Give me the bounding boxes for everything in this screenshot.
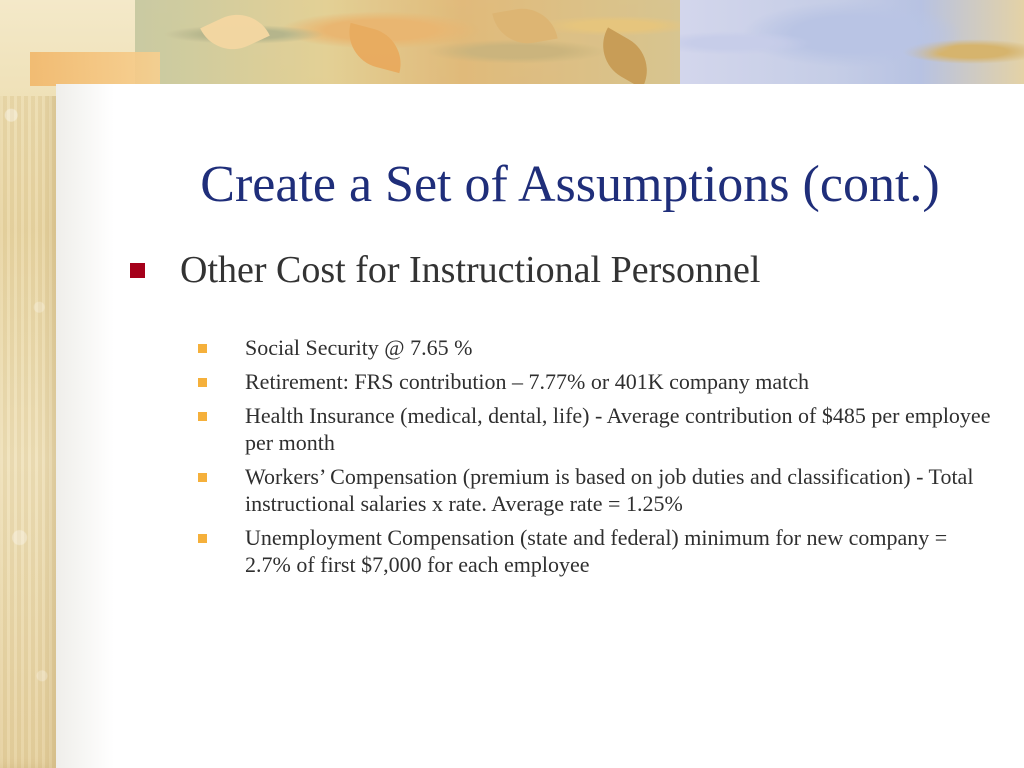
- leaf-icon: [492, 3, 557, 49]
- square-bullet-icon: [198, 473, 207, 482]
- banner-orange-accent: [30, 52, 160, 86]
- square-bullet-icon: [198, 344, 207, 353]
- left-decorative-strip: [0, 0, 56, 768]
- square-bullet-icon: [198, 412, 207, 421]
- sub-bullet-item: [196, 402, 996, 456]
- leaf-icon: [341, 23, 408, 73]
- square-bullet-icon: [198, 378, 207, 387]
- sub-bullet-item: [196, 463, 996, 517]
- sub-bullet-item: [196, 334, 996, 361]
- sub-bullet-text: Unemployment Compensation (state and federal) minimum for new company = 2.7% of first $7,000 for each employee: [245, 525, 948, 577]
- square-bullet-icon: [198, 534, 207, 543]
- sub-bullet-list: [196, 334, 996, 585]
- sub-bullet-text: Health Insurance (medical, dental, life) - Average contribution of $485 per employee per month: [245, 403, 991, 455]
- sub-bullet-item: [196, 524, 996, 578]
- sub-bullet-text: Retirement: FRS contribution – 7.77% or 401K company match: [245, 369, 809, 394]
- sub-bullet-text: Social Security @ 7.65 %: [245, 335, 473, 360]
- banner-blue-texture: [680, 0, 1024, 86]
- sub-bullet-item: [196, 368, 996, 395]
- banner-autumn-leaves: [135, 0, 680, 86]
- square-bullet-icon: [130, 263, 145, 278]
- sub-bullet-text: Workers’ Compensation (premium is based on job duties and classification) - Total instructional salaries x rate. Average rate = 1.25%: [245, 464, 974, 516]
- leaf-icon: [200, 3, 270, 61]
- level1-bullet-text: Other Cost for Instructional Personnel: [180, 249, 761, 291]
- top-decorative-banner: [0, 0, 1024, 96]
- slide-title: Create a Set of Assumptions (cont.): [200, 156, 940, 213]
- leaf-icon: [590, 27, 660, 88]
